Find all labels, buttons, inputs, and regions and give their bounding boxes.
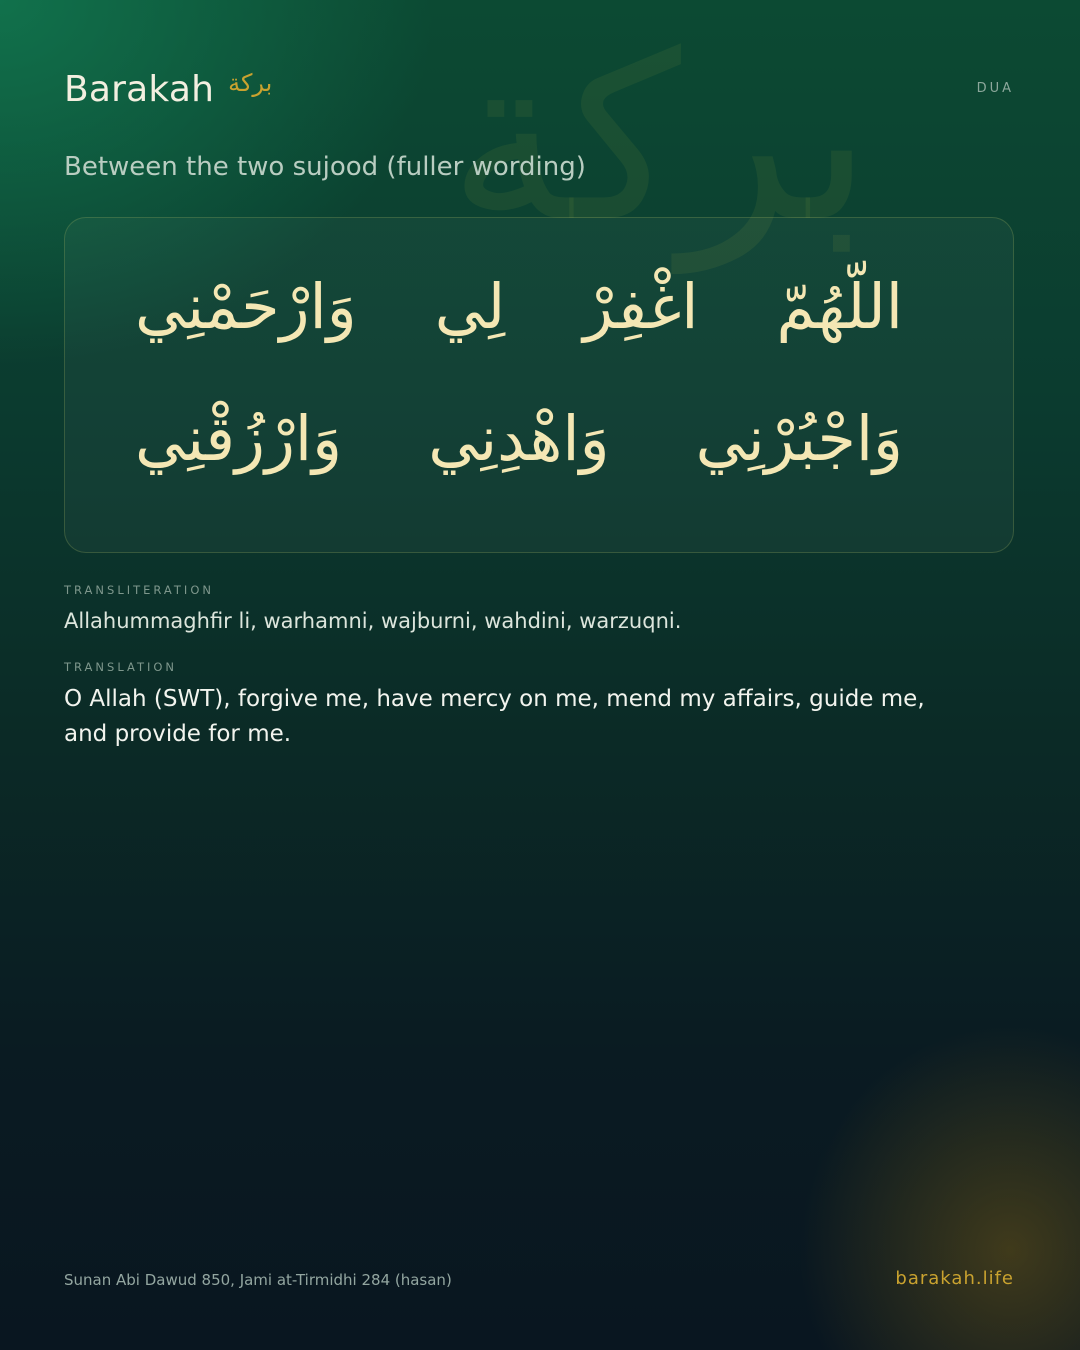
transliteration-label: TRANSLITERATION <box>64 583 214 597</box>
arabic-word: اغْفِرْ <box>583 270 699 343</box>
arabic-word: اللّهُمّ <box>776 270 903 343</box>
brand-arabic-name: بركة <box>228 69 273 97</box>
translation-text: O Allah (SWT), forgive me, have mercy on me, mend my affairs, guide me, and provide for me. <box>64 686 925 747</box>
arabic-word: لِي <box>434 270 506 343</box>
translation-label: TRANSLATION <box>64 660 178 674</box>
hadith-source: Sunan Abi Dawud 850, Jami at-Tirmidhi 284 (hasan) <box>64 1271 452 1289</box>
category-label: DUA <box>976 81 1014 96</box>
site-link[interactable]: barakah.life <box>895 1268 1014 1289</box>
transliteration-text: Allahummaghfir li, warhamni, wajburni, wahdini, warzuqni. <box>64 609 682 633</box>
brand-header <box>64 66 272 116</box>
brand-name: Barakah <box>64 69 215 110</box>
arabic-word: وَاهْدِنِي <box>428 402 610 475</box>
arabic-word: وَارْحَمْنِي <box>135 270 357 343</box>
arabic-line-1 <box>135 270 903 343</box>
arabic-line-2 <box>135 402 903 475</box>
arabic-text-card <box>64 217 1014 553</box>
arabic-word: وَارْزُقْنِي <box>135 402 343 475</box>
brand-watermark: بركة <box>448 6 872 273</box>
arabic-word: وَاجْبُرْنِي <box>695 402 903 475</box>
dua-subtitle: Between the two sujood (fuller wording) <box>64 152 586 182</box>
